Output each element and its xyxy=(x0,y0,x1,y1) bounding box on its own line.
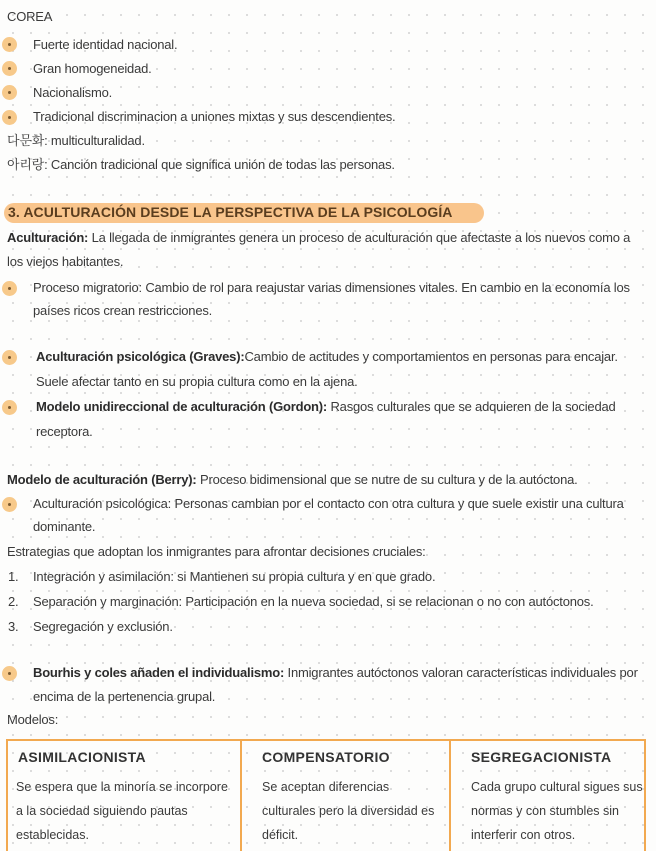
gordon-def-cont: receptora. xyxy=(36,424,93,439)
bourhis-def-cont: encima de la pertenencia grupal. xyxy=(33,689,216,704)
proceso-migratorio: Proceso migratorio: Cambio de rol para reajustar varias dimensiones vitales. En cambio en la economía los xyxy=(33,280,630,295)
model-title: ASIMILACIONISTA xyxy=(18,749,146,765)
term-value: Canción tradicional que significa unión de todas las personas. xyxy=(47,157,395,172)
term-text: Proceso bidimensional que se nutre de su cultura y de la autóctona. xyxy=(196,472,578,487)
strategy-number: 2. xyxy=(8,594,19,609)
model-box-compensatorio xyxy=(240,739,451,851)
aculturacion-def-cont: los viejos habitantes. xyxy=(7,254,124,269)
strategy-item: Integración y asimilación: si Mantienen su propia cultura y en que grado. xyxy=(33,569,436,584)
bullet-icon xyxy=(2,350,17,365)
model-description: Se espera que la minoría se incorpore a la sociedad siguiendo pautas establecidas. xyxy=(16,780,228,842)
psico-def: Aculturación psicológica: Personas cambian por el contacto con otra cultura y que suele existir una cultura xyxy=(33,496,624,511)
term-text: Inmigrantes autóctonos valoran características individuales por xyxy=(284,665,638,680)
proceso-migratorio-cont: países ricos crean restricciones. xyxy=(33,303,213,318)
strategy-number: 1. xyxy=(8,569,19,584)
term-text: Cambio de actitudes y comportamientos en personas para encajar. xyxy=(244,349,618,364)
model-box-segregacionista xyxy=(449,739,646,851)
model-title: COMPENSATORIO xyxy=(262,749,390,765)
model-title: SEGREGACIONISTA xyxy=(471,749,612,765)
term-text: La llegada de inmigrantes genera un proceso de aculturación que afectaste a los nuevos como a xyxy=(88,230,631,245)
berry-def xyxy=(7,471,578,489)
term-label: Aculturación psicológica (Graves): xyxy=(36,349,245,364)
graves-def-cont: Suele afectar tanto en su propia cultura como en la ajena. xyxy=(36,374,358,389)
term-label: Modelo de aculturación (Berry): xyxy=(7,472,197,487)
korea-bullet: Fuerte identidad nacional. xyxy=(33,37,178,52)
graves-def xyxy=(36,348,618,366)
bullet-icon xyxy=(2,497,17,512)
bullet-icon xyxy=(2,61,17,76)
term-key: 다문화: xyxy=(7,133,48,148)
korea-bullet: Gran homogeneidad. xyxy=(33,61,152,76)
term-label: Bourhis y coles añaden el individualismo: xyxy=(33,665,285,680)
term-label: Aculturación: xyxy=(7,230,89,245)
term-value: multiculturalidad. xyxy=(47,133,145,148)
bullet-icon xyxy=(2,400,17,415)
psico-def-cont: dominante. xyxy=(33,519,96,534)
bullet-icon xyxy=(2,281,17,296)
model-box-asimilacionista xyxy=(6,739,242,851)
model-description: Cada grupo cultural sigues sus normas y con stumbles sin interferir con otros. xyxy=(471,780,643,842)
bullet-icon xyxy=(2,85,17,100)
models-label: Modelos: xyxy=(7,712,59,727)
term-text: Rasgos culturales que se adquieren de la sociedad xyxy=(327,399,616,414)
strategies-intro: Estrategias que adoptan los inmigrantes para afrontar decisiones cruciales: xyxy=(7,544,426,559)
bullet-icon xyxy=(2,666,17,681)
strategy-item: Segregación y exclusión. xyxy=(33,619,173,634)
strategy-item: Separación y marginación: Participación en la nueva sociedad, si se relacionan o no con autóctonos. xyxy=(33,594,594,609)
bullet-icon xyxy=(2,37,17,52)
strategy-number: 3. xyxy=(8,619,19,634)
korea-bullet: Tradicional discriminacion a uniones mixtas y sus descendientes. xyxy=(33,109,396,124)
term-key: 아리랑: xyxy=(7,157,48,172)
term-label: Modelo unidireccional de aculturación (Gordon): xyxy=(36,399,328,414)
korea-term-multicultural xyxy=(7,132,145,150)
section-title: 3. ACULTURACIÓN DESDE LA PERSPECTIVA DE LA PSICOLOGÍA xyxy=(8,204,453,220)
korea-term-arirang xyxy=(7,156,395,174)
gordon-def xyxy=(36,398,616,416)
bullet-icon xyxy=(2,110,17,125)
aculturacion-def xyxy=(7,229,630,247)
bourhis-def xyxy=(33,664,638,682)
korea-heading: COREA xyxy=(7,9,53,24)
korea-bullet: Nacionalismo. xyxy=(33,85,113,100)
model-description: Se aceptan diferencias culturales pero la diversidad es déficit. xyxy=(262,780,435,842)
